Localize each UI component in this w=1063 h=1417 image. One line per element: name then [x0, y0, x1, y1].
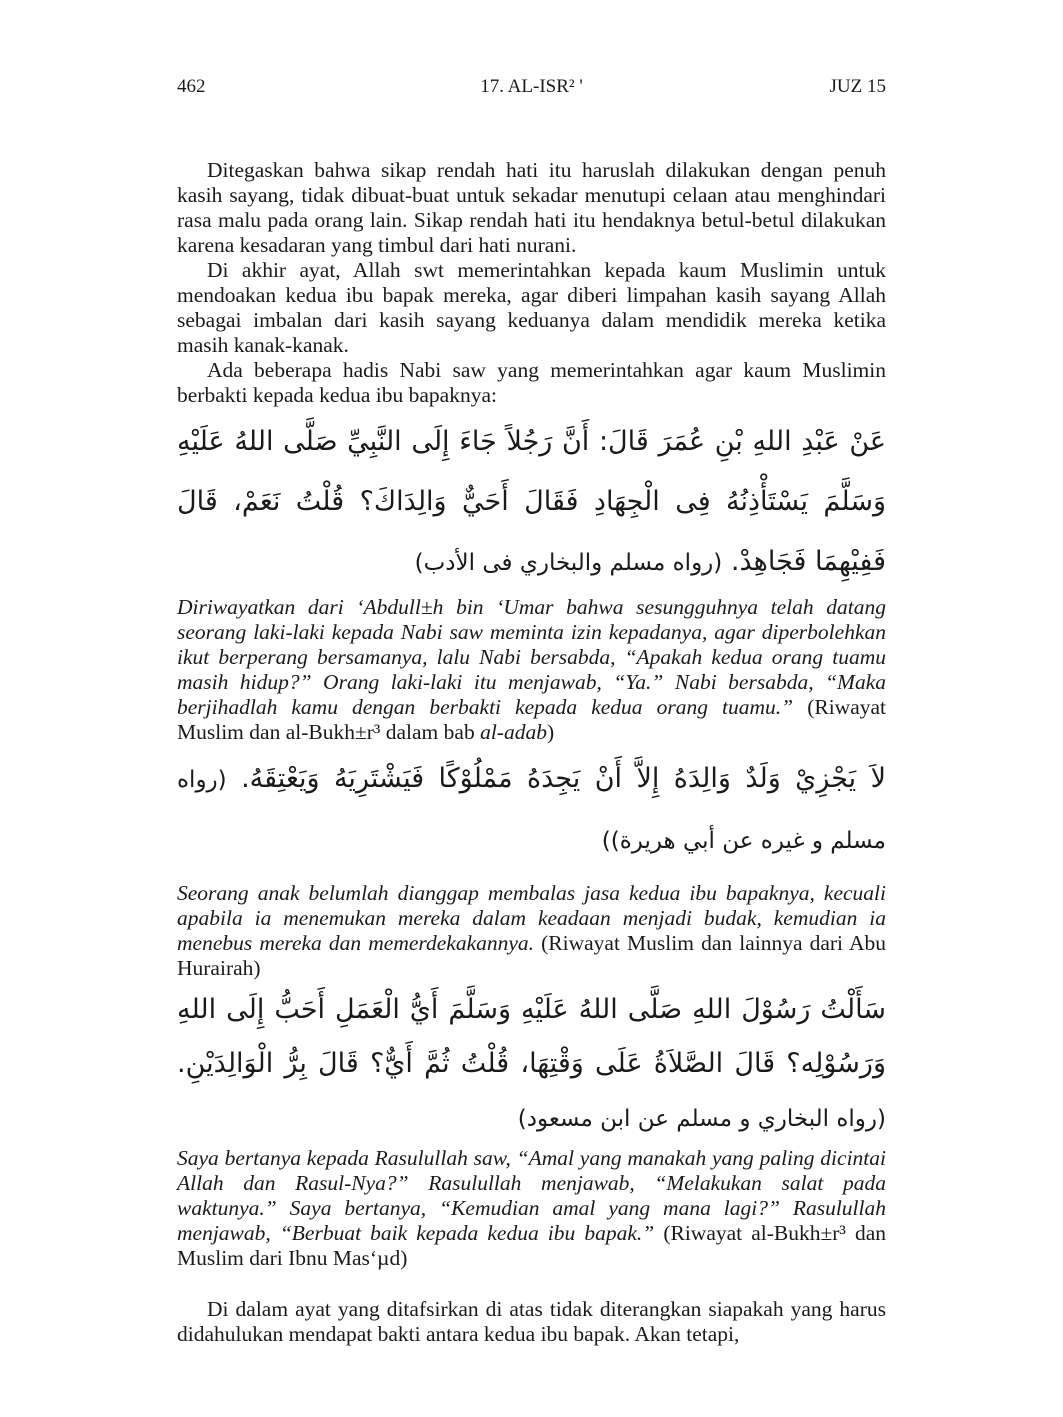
- hadith-1-translation-text: Diriwayatkan dari ‘Abdull±h bin ‘Umar bahwa sesungguhnya telah datang seorang laki-laki kepada Nabi saw meminta izin kepadanya, agar diperbolehkan ikut berperang bersamanya, lalu Nabi bersabda, “Apakah kedua orang tuamu masih hidup?” Orang laki-laki itu menjawab, “Ya.” Nabi bersabda, “Maka berjihadlah kamu dengan berbakti kepada kedua orang tuamu.”: [177, 595, 886, 719]
- hadith-2-translation: [177, 881, 886, 981]
- hadith-3-reference: (رواه البخاري و مسلم عن ابن مسعود): [517, 1106, 886, 1132]
- hadith-1-arabic: [177, 412, 886, 593]
- paragraph-3: Ada beberapa hadis Nabi saw yang memerintahkan agar kaum Muslimin berbakti kepada kedua ibu bapaknya:: [177, 358, 886, 407]
- chapter-title: 17. AL-ISR² ': [480, 76, 583, 97]
- paragraph-2: Di akhir ayat, Allah swt memerintahkan kepada kaum Muslimin untuk mendoakan kedua ibu bapak mereka, agar diberi limpahan kasih sayang Allah sebagai imbalan dari kasih sayang keduanya dalam mendidik mereka ketika masih kanak-kanak.: [177, 258, 886, 357]
- page-body: [177, 158, 886, 1347]
- juz-label: JUZ 15: [829, 76, 886, 97]
- paragraph-1: Ditegaskan bahwa sikap rendah hati itu haruslah dilakukan dengan penuh kasih sayang, tidak dibuat-buat untuk sekadar menutupi celaan atau menghindari rasa malu pada orang lain. Sikap rendah hati itu hendaknya betul-betul dilakukan karena kesadaran yang timbul dari hati nurani.: [177, 158, 886, 257]
- page-number: 462: [177, 76, 206, 97]
- paragraph-last: Di dalam ayat yang ditafsirkan di atas tidak diterangkan siapakah yang harus didahulukan mendapat bakti antara kedua ibu bapak. Akan tetapi,: [177, 1297, 886, 1346]
- hadith-2-reference: (رواه مسلم و غيره عن أبي هريرة)): [177, 767, 886, 854]
- hadith-3-translation: [177, 1146, 886, 1271]
- hadith-2-arabic-text: لاَ يَجْزِيْ وَلَدٌ وَالِدَهُ إِلاَّ أَنْ يَجِدَهُ مَمْلُوْكًا فَيَشْتَرِيَهُ وَيَعْتِقَهُ.: [241, 763, 886, 794]
- hadith-1-reference: (رواه مسلم والبخاري فى الأدب): [414, 550, 723, 576]
- hadith-3-arabic-text: سَأَلْتُ رَسُوْلَ اللهِ صَلَّى اللهُ عَلَيْهِ وَسَلَّمَ أَيُّ الْعَمَلِ أَحَبُّ إِلَى اللهِ وَرَسُوْلِه؟ قَالَ الصَّلاَةُ عَلَى وَقْتِهَا، قُلْتُ ثُمَّ أَيٌّ؟ قَالَ بِرُّ الْوَالِدَيْنِ.: [177, 994, 886, 1079]
- hadith-3-arabic: [177, 983, 886, 1146]
- hadith-1-translation: [177, 595, 886, 745]
- hadith-2-source: (Riwayat Muslim dan lainnya dari Abu Hurairah): [177, 931, 886, 980]
- hadith-3-translation-text: Saya bertanya kepada Rasulullah saw, “Amal yang manakah yang paling dicintai Allah dan Rasul-Nya?” Rasulullah menjawab, “Melakukan salat pada waktunya.” Saya bertanya, “Kemudian amal yang mana lagi?” Rasulullah menjawab, “Berbuat baik kepada kedua ibu bapak.”: [177, 1146, 886, 1245]
- hadith-2-arabic: [177, 749, 886, 871]
- hadith-1-source: (Riwayat Muslim dan al-Bukh±r³ dalam bab al-adab): [177, 695, 886, 744]
- running-header: [177, 76, 886, 102]
- hadith-1-arabic-text: عَنْ عَبْدِ اللهِ بْنِ عُمَرَ قَالَ: أَنَّ رَجُلاً جَاءَ إِلَى النَّبِيِّ صَلَّى اللهُ عَلَيْهِ وَسَلَّمَ يَسْتَأْذِنُهُ فِى الْجِهَادِ فَقَالَ أَحَيٌّ وَالِدَاكَ؟ قُلْتُ نَعَمْ، قَالَ فَفِيْهِمَا فَجَاهِدْ.: [177, 426, 886, 577]
- hadith-2-translation-text: Seorang anak belumlah dianggap membalas jasa kedua ibu bapaknya, kecuali apabila ia menemukan mereka dalam keadaan menjadi budak, kemudian ia menebus mereka dan memerdekakannya.: [177, 881, 886, 955]
- hadith-3-source: (Riwayat al-Bukh±r³ dan Muslim dari Ibnu Mas‘µd): [177, 1221, 886, 1270]
